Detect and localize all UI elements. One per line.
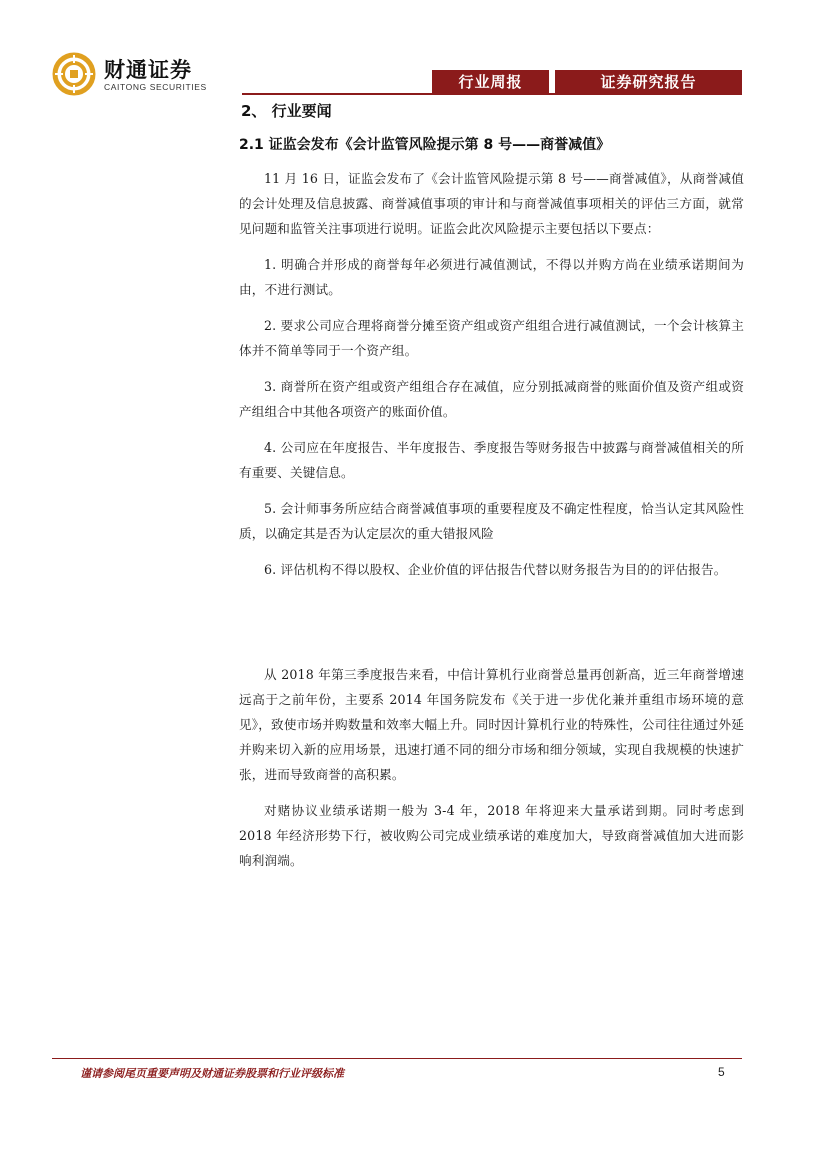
analysis-paragraph-2: 对赌协议业绩承诺期一般为 3-4 年，2018 年将迎来大量承诺到期。同时考虑到 2018 年经济形势下行，被收购公司完成业绩承诺的难度加大，导致商誉减值加大进而影响利润端。 <box>239 803 744 868</box>
header-divider <box>242 93 742 95</box>
point-3-paragraph: 3. 商誉所在资产组或资产组组合存在减值，应分别抵减商誉的账面价值及资产组或资产组组合中其他各项资产的账面价值。 <box>239 379 744 419</box>
news-body <box>239 166 744 593</box>
logo-chinese-name: 财通证券 <box>104 58 192 82</box>
logo-english-name: CAITONG SECURITIES <box>104 82 207 92</box>
caitong-coin-logo-icon <box>52 52 96 96</box>
company-logo <box>52 52 252 100</box>
analysis-paragraph-1: 从 2018 年第三季度报告来看，中信计算机行业商誉总量再创新高，近三年商誉增速远高于之前年份，主要系 2014 年国务院发布《关于进一步优化兼并重组市场环境的意见》，致使市场并购数量和效率大幅上升。同时因计算机行业的特殊性，公司往往通过外延并购来切入新的应用场景，迅速打通不同的细分市场和细分领域，实现自我规模的快速扩张，进而导致商誉的高积累。 <box>239 667 744 782</box>
point-1-paragraph: 1. 明确合并形成的商誉每年必须进行减值测试，不得以并购方尚在业绩承诺期间为由，不进行测试。 <box>239 257 744 297</box>
point-5-paragraph: 5. 会计师事务所应结合商誉减值事项的重要程度及不确定性程度，恰当认定其风险性质，以确定其是否为认定层次的重大错报风险 <box>239 501 744 541</box>
analysis-body <box>239 662 744 884</box>
page-number: 5 <box>718 1065 725 1079</box>
point-6-paragraph: 6. 评估机构不得以股权、企业价值的评估报告代替以财务报告为目的的评估报告。 <box>264 562 727 577</box>
tab-securities-research-report: 证券研究报告 <box>555 70 742 95</box>
intro-paragraph: 11 月 16 日，证监会发布了《会计监管风险提示第 8 号——商誉减值》，从商誉减值的会计处理及信息披露、商誉减值事项的审计和与商誉减值事项相关的评估三方面，就常见问题和监管关注事项进行说明。证监会此次风险提示主要包括以下要点： <box>239 171 744 236</box>
point-2-paragraph: 2. 要求公司应合理将商誉分摊至资产组或资产组组合进行减值测试，一个会计核算主体并不简单等同于一个资产组。 <box>239 318 744 358</box>
point-4-paragraph: 4. 公司应在年度报告、半年度报告、季度报告等财务报告中披露与商誉减值相关的所有重要、关键信息。 <box>239 440 744 480</box>
footer-disclaimer: 谨请参阅尾页重要声明及财通证券股票和行业评级标准 <box>80 1067 344 1080</box>
footer-divider <box>52 1058 742 1059</box>
section-title: 2、 行业要闻 <box>241 102 332 120</box>
subsection-title: 2.1 证监会发布《会计监管风险提示第 8 号——商誉减值》 <box>239 137 611 153</box>
tab-industry-weekly: 行业周报 <box>432 70 549 95</box>
